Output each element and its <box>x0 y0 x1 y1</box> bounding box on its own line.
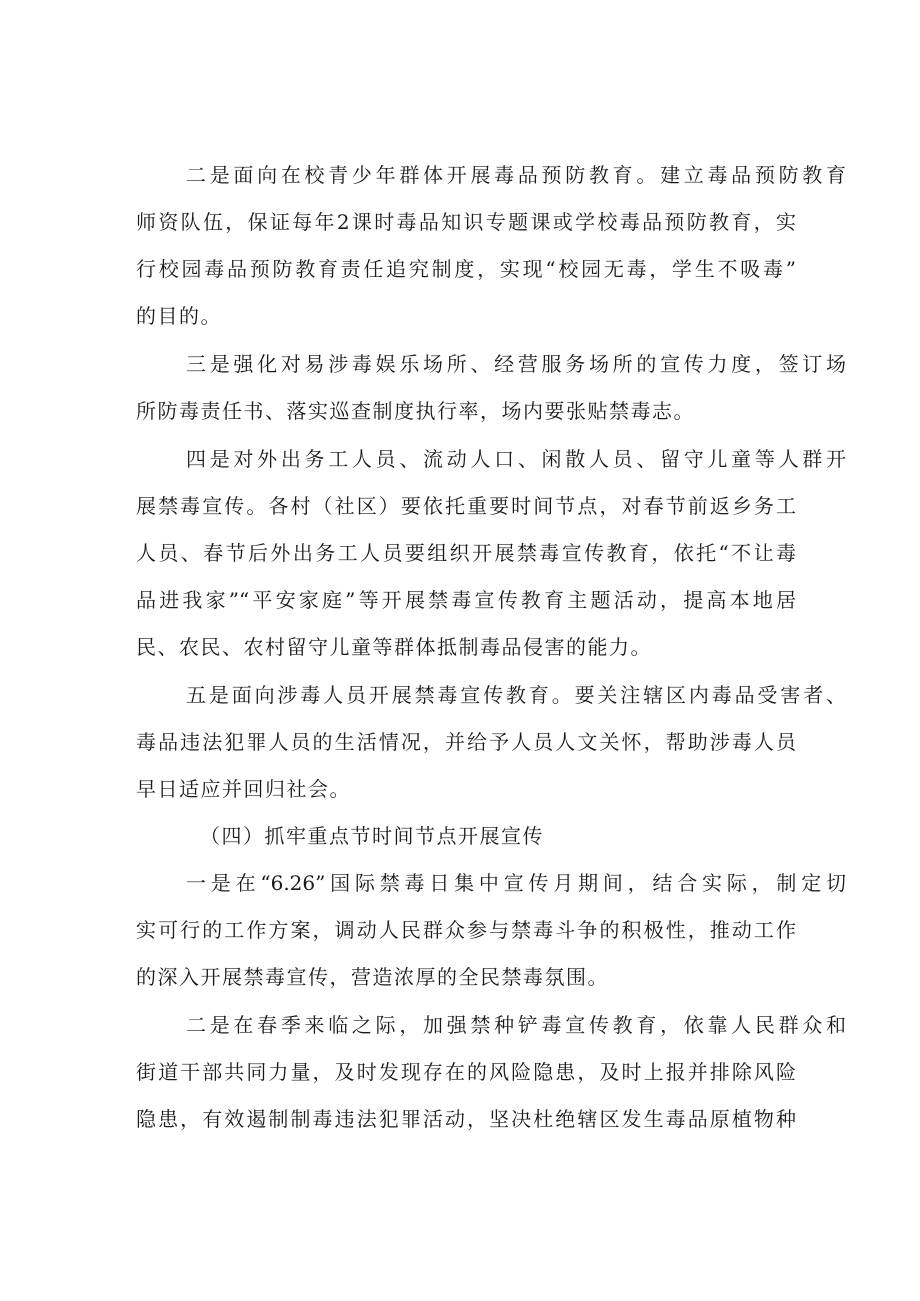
paragraph-3-line-4: 品进我家”“平安家庭”等开展禁毒宣传教育主题活动，提高本地居 <box>136 588 796 612</box>
paragraph-6-line-1: 二是在春季来临之际，加强禁种铲毒宣传教育，依靠人民群众和 <box>186 1013 846 1037</box>
paragraph-5-line-3: 的深入开展禁毒宣传，营造浓厚的全民禁毒氛围。 <box>136 965 609 989</box>
paragraph-4-line-2: 毒品违法犯罪人员的生活情况，并给予人员人文关怀，帮助涉毒人员 <box>136 730 796 754</box>
paragraph-5-line-2: 实可行的工作方案，调动人民群众参与禁毒斗争的积极性，推动工作 <box>136 918 796 942</box>
paragraph-1-line-2: 师资队伍，保证每年2课时毒品知识专题课或学校毒品预防教育，实 <box>136 210 796 234</box>
paragraph-3-line-5: 民、农民、农村留守儿童等群体抵制毒品侵害的能力。 <box>136 635 652 659</box>
paragraph-6-line-3: 隐患，有效遏制制毒违法犯罪活动，坚决杜绝辖区发生毒品原植物种 <box>136 1107 796 1131</box>
paragraph-1-line-1: 二是面向在校青少年群体开展毒品预防教育。建立毒品预防教育 <box>186 163 846 187</box>
paragraph-4-line-3: 早日适应并回归社会。 <box>136 777 351 801</box>
paragraph-4-line-1: 五是面向涉毒人员开展禁毒宣传教育。要关注辖区内毒品受害者、 <box>186 683 846 707</box>
paragraph-5-line-1: 一是在“6.26”国际禁毒日集中宣传月期间，结合实际，制定切 <box>186 871 846 895</box>
paragraph-2-line-2: 所防毒责任书、落实巡查制度执行率，场内要张贴禁毒志。 <box>136 399 695 423</box>
paragraph-3-line-2: 展禁毒宣传。各村（社区）要依托重要时间节点，对春节前返乡务工 <box>136 494 796 518</box>
paragraph-6-line-2: 街道干部共同力量，及时发现存在的风险隐患，及时上报并排除风险 <box>136 1060 796 1084</box>
paragraph-3-line-1: 四是对外出务工人员、流动人口、闲散人员、留守儿童等人群开 <box>186 447 846 471</box>
paragraph-2-line-1: 三是强化对易涉毒娱乐场所、经营服务场所的宣传力度，签订场 <box>186 352 846 376</box>
section-heading: （四）抓牢重点节时间节点开展宣传 <box>200 824 544 848</box>
paragraph-1-line-3: 行校园毒品预防教育责任追究制度，实现“校园无毒，学生不吸毒” <box>136 257 796 281</box>
paragraph-3-line-3: 人员、春节后外出务工人员要组织开展禁毒宣传教育，依托“不让毒 <box>136 541 796 565</box>
paragraph-1-line-4: 的目的。 <box>136 304 222 328</box>
